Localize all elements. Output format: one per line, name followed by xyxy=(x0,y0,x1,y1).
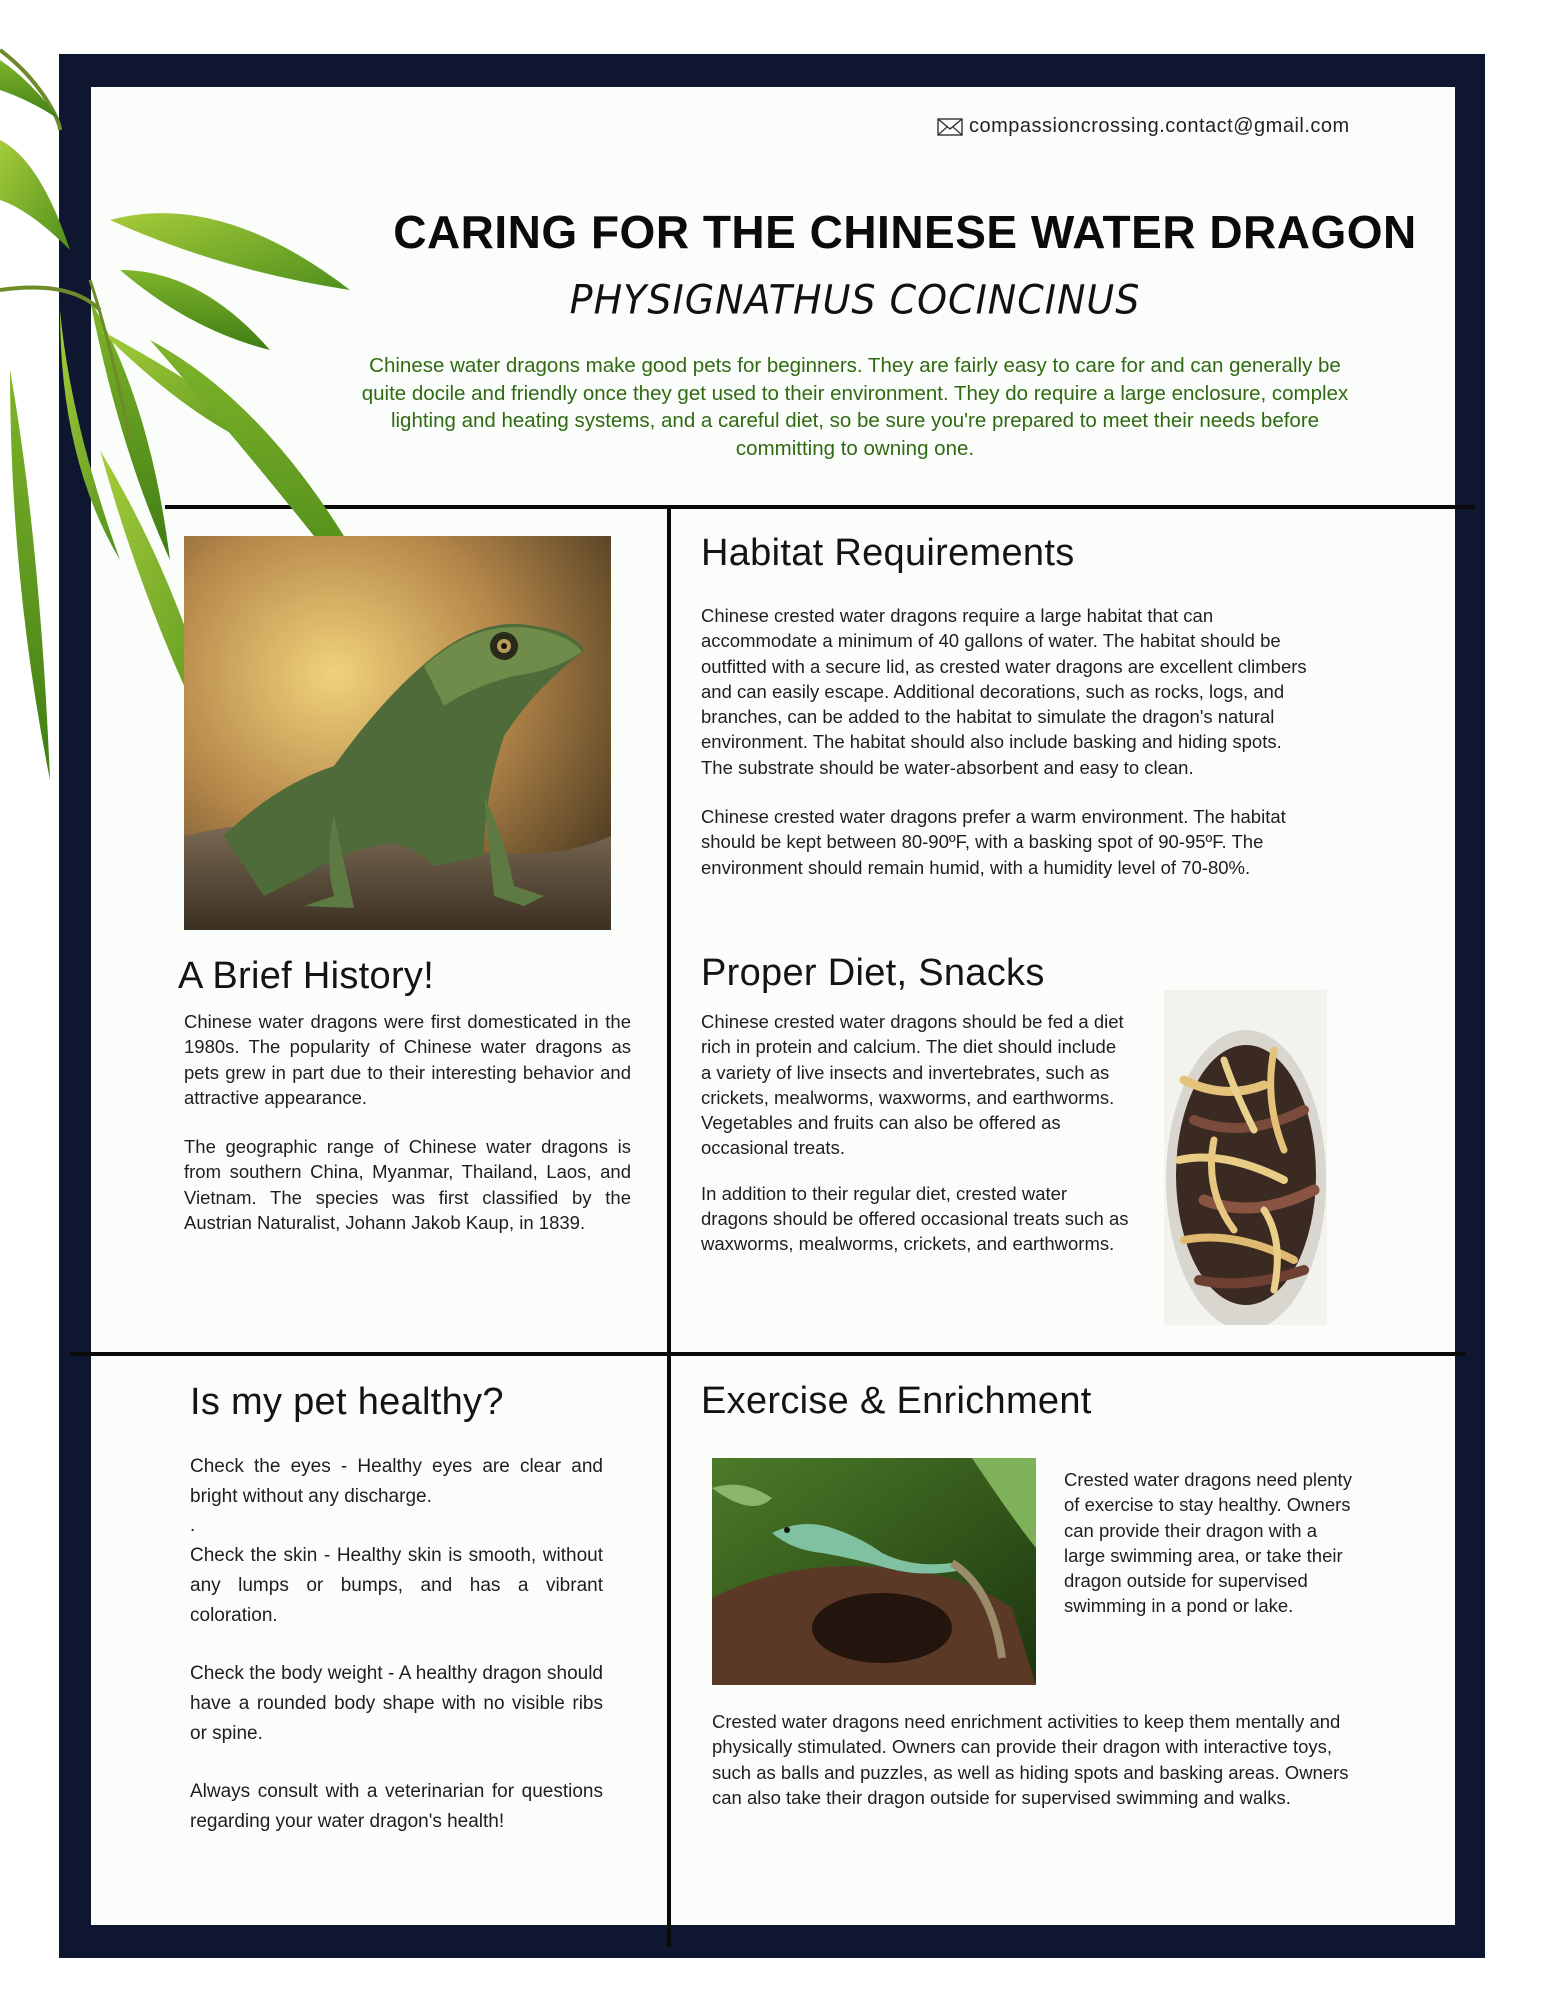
dragon-on-log-photo xyxy=(712,1458,1036,1685)
health-item: . xyxy=(190,1515,196,1537)
contact-email[interactable] xyxy=(937,115,1350,138)
health-text xyxy=(190,1452,603,1837)
exercise-side-text: Crested water dragons need plenty of exercise to stay healthy. Owners can provide their dragon with a large swimming area, or take their dragon outside for supervised swimming in a pond or lake. xyxy=(1064,1469,1352,1617)
exercise-heading: Exercise & Enrichment xyxy=(701,1380,1092,1422)
diet-text xyxy=(701,1009,1131,1257)
email-text: compassioncrossing.contact@gmail.com xyxy=(969,115,1350,137)
health-item: Always consult with a veterinarian for questions regarding your water dragon's health! xyxy=(190,1781,603,1833)
history-paragraph: Chinese water dragons were first domesticated in the 1980s. The popularity of Chinese water dragons as pets grew in part due to their interesting behavior and attractive appearance. xyxy=(184,1011,631,1108)
health-item: Check the body weight - A healthy dragon should have a rounded body shape with no visible ribs or spine. xyxy=(190,1663,603,1744)
row-divider xyxy=(70,1352,1465,1356)
habitat-paragraph: Chinese crested water dragons require a large habitat that can accommodate a minimum of 40 gallons of water. The habitat should be outfitted with a secure lid, as crested water dragons are excellent climbers and can easily escape. Additional decorations, such as rocks, logs, and branches, can be added to the habitat to simulate the dragon's natural environment. The habitat should also include basking and hiding spots. The substrate should be water-absorbent and easy to clean. xyxy=(701,605,1307,778)
intro-paragraph: Chinese water dragons make good pets for beginners. They are fairly easy to care for and can generally be quite docile and friendly once they get used to their environment. They do require a large enclosure, complex lighting and heating systems, and a careful diet, so be sure you're prepared to meet their needs before committing to owning one. xyxy=(361,354,1349,460)
health-heading: Is my pet healthy? xyxy=(190,1381,504,1423)
diet-paragraph: Chinese crested water dragons should be fed a diet rich in protein and calcium. The diet should include a variety of live insects and invertebrates, such as crickets, mealworms, waxworms, and earthworms. Vegetables and fruits can also be offered as occasional treats. xyxy=(701,1011,1124,1159)
history-paragraph: The geographic range of Chinese water dragons is from southern China, Myanmar, Thailand, Laos, and Vietnam. The species was first classified by the Austrian Naturalist, Johann Jakob Kaup, in 1839. xyxy=(184,1136,631,1234)
history-heading: A Brief History! xyxy=(178,955,435,997)
diet-paragraph: In addition to their regular diet, crested water dragons should be offered occasional treats such as waxworms, mealworms, crickets, and earthworms. xyxy=(701,1182,1129,1255)
habitat-text xyxy=(701,603,1316,880)
history-text xyxy=(184,1009,631,1235)
health-item: Check the eyes - Healthy eyes are clear and bright without any discharge. xyxy=(190,1456,603,1507)
page-title: CARING FOR THE CHINESE WATER DRAGON xyxy=(393,206,1417,258)
water-dragon-photo xyxy=(184,536,611,930)
worms-photo xyxy=(1164,990,1327,1325)
mail-icon xyxy=(937,117,963,137)
page-subtitle: PHYSIGNATHUS COCINCINUS xyxy=(569,276,1141,324)
health-item: Check the skin - Healthy skin is smooth, without any lumps or bumps, and has a vibrant coloration. xyxy=(190,1545,603,1626)
column-divider xyxy=(667,507,671,1947)
exercise-text: Crested water dragons need enrichment activities to keep them mentally and physically stimulated. Owners can provide their dragon with interactive toys, such as balls and puzzles, as well as hiding spots and basking areas. Owners can also take their dragon outside for supervised swimming and walks. xyxy=(712,1711,1349,1808)
diet-heading: Proper Diet, Snacks xyxy=(701,952,1045,994)
habitat-paragraph: Chinese crested water dragons prefer a warm environment. The habitat should be kept between 80-90ºF, with a basking spot of 90-95ºF. The environment should remain humid, with a humidity level of 70-80%. xyxy=(701,806,1286,878)
habitat-heading: Habitat Requirements xyxy=(701,532,1075,574)
